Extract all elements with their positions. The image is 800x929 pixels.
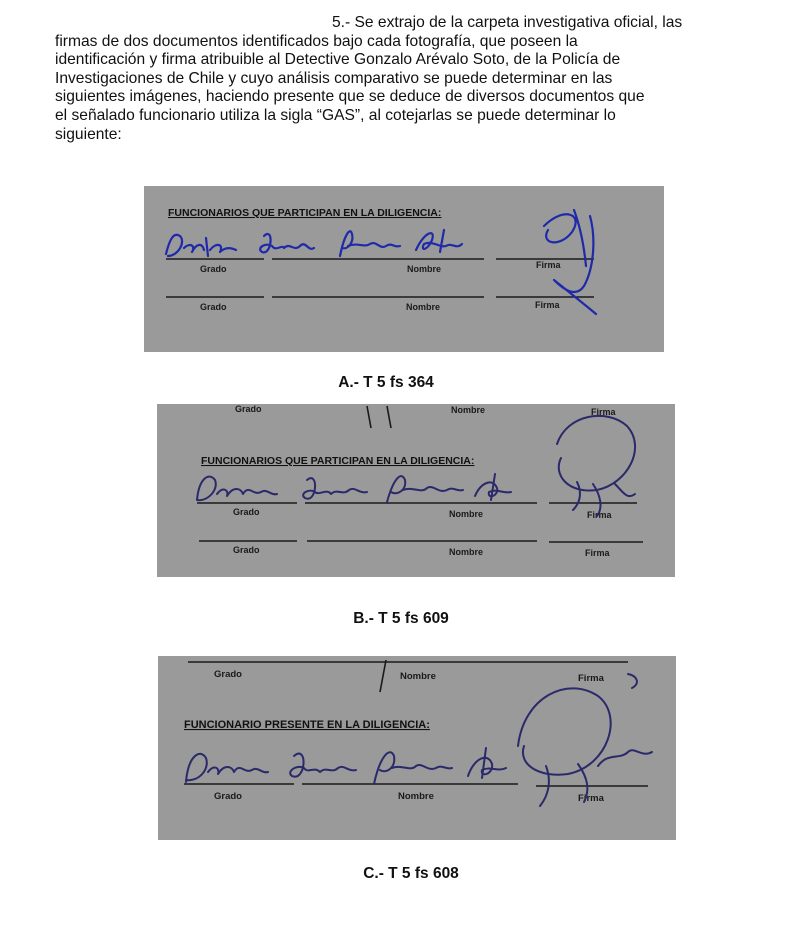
nombre-label: Nombre xyxy=(451,405,486,415)
nombre-label: Nombre xyxy=(400,671,436,682)
firma-label: Firma xyxy=(585,548,610,558)
grado-label: Grado xyxy=(200,302,227,312)
grado-label: Grado xyxy=(214,791,242,802)
firma-label: Firma xyxy=(535,300,560,310)
grado-label: Grado xyxy=(235,404,262,414)
firma-label: Firma xyxy=(591,407,616,417)
paragraph-line: siguiente: xyxy=(55,125,122,143)
firma-label: Firma xyxy=(578,673,604,684)
firma-label: Firma xyxy=(587,510,612,520)
scan-image-a xyxy=(144,186,664,352)
paragraph-line: Investigaciones de Chile y cuyo análisis comparativo se puede determinar en las xyxy=(55,69,613,87)
grado-label: Grado xyxy=(214,669,242,680)
paragraph-line: 5.- Se extrajo de la carpeta investigativa oficial, las xyxy=(332,14,683,31)
nombre-label: Nombre xyxy=(398,791,434,802)
figure-caption-c: C.- T 5 fs 608 xyxy=(363,865,459,882)
handwritten-name xyxy=(186,688,652,806)
grado-label: Grado xyxy=(233,507,260,517)
nombre-label: Nombre xyxy=(449,547,484,557)
paragraph-line: identificación y firma atribuible al Detective Gonzalo Arévalo Soto, de la Policía de xyxy=(55,51,621,69)
nombre-label: Nombre xyxy=(407,264,442,274)
firma-label: Firma xyxy=(536,260,561,270)
nombre-label: Nombre xyxy=(406,302,441,312)
paragraph-line: siguientes imágenes, haciendo presente que se deduce de diversos documentos que xyxy=(55,88,645,106)
nombre-label: Nombre xyxy=(449,509,484,519)
figure-caption-a: A.- T 5 fs 364 xyxy=(338,374,434,391)
scan-image-b xyxy=(157,404,675,577)
grado-label: Grado xyxy=(200,264,227,274)
firma-label: Firma xyxy=(578,793,604,804)
form-heading: FUNCIONARIOS QUE PARTICIPAN EN LA DILIGENCIA: xyxy=(201,455,475,467)
form-heading: FUNCIONARIO PRESENTE EN LA DILIGENCIA: xyxy=(184,719,430,731)
figure-caption-b: B.- T 5 fs 609 xyxy=(353,610,449,627)
paragraph-line: el señalado funcionario utiliza la sigla “GAS”, al cotejarlas se puede determinar lo xyxy=(55,106,616,124)
intro-paragraph xyxy=(55,14,747,144)
paragraph-line: firmas de dos documentos identificados bajo cada fotografía, que poseen la xyxy=(55,32,578,50)
scan-image-c xyxy=(158,656,676,840)
handwritten-name xyxy=(166,210,596,314)
form-heading: FUNCIONARIOS QUE PARTICIPAN EN LA DILIGENCIA: xyxy=(168,207,442,219)
grado-label: Grado xyxy=(233,545,260,555)
